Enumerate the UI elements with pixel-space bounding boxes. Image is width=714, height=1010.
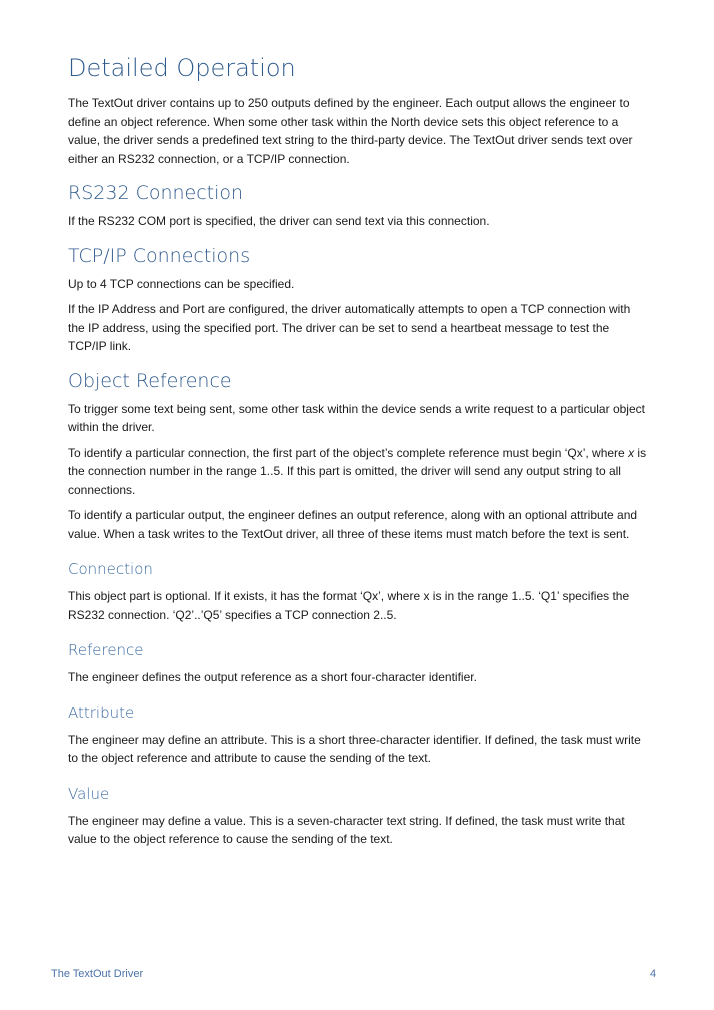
object-reference-heading: Object Reference xyxy=(68,369,232,392)
reference-paragraph: The engineer defines the output reference as a short four-character identifier. xyxy=(68,670,477,684)
value-heading: Value xyxy=(68,784,110,803)
footer-page-number: 4 xyxy=(650,968,657,980)
object-reference-p2-italic: x xyxy=(628,445,635,460)
rs232-paragraph: If the RS232 COM port is specified, the driver can send text via this connection. xyxy=(68,214,490,228)
value-paragraph: The engineer may define a value. This is a seven-character text string. If defined, the task must write that value to the object reference to cause the sending of the text. xyxy=(68,813,625,846)
tcpip-paragraph-2: If the IP Address and Port are configured, the driver automatically attempts to open a TCP connection with the IP address, using the specified port. The driver can be set to send a heartbeat message to test the TCP/IP link. xyxy=(68,302,631,353)
footer-document-title: The TextOut Driver xyxy=(51,968,144,980)
reference-heading: Reference xyxy=(68,641,144,659)
tcpip-heading: TCP/IP Connections xyxy=(68,244,251,267)
connection-paragraph: This object part is optional. If it exists, it has the format ‘Qx’, where x is in the range 1..5. ‘Q1’ specifies the RS232 connection. ‘Q2’..’Q5’ specifies a TCP connection 2..5. xyxy=(68,589,630,622)
object-reference-paragraph-3: To identify a particular output, the engineer defines an output reference, along with an optional attribute and value. When a task writes to the TextOut driver, all three of these items must match before the text is sent. xyxy=(68,508,638,541)
object-reference-paragraph-1: To trigger some text being sent, some other task within the device sends a write request to a particular object within the driver. xyxy=(68,401,645,434)
rs232-heading: RS232 Connection xyxy=(68,182,244,204)
object-reference-paragraph-2 xyxy=(68,444,648,500)
attribute-heading: Attribute xyxy=(68,703,135,722)
tcpip-paragraph-1: Up to 4 TCP connections can be specified. xyxy=(68,276,295,291)
page-title: Detailed Operation xyxy=(68,54,296,82)
document-body xyxy=(68,52,648,856)
connection-heading: Connection xyxy=(68,560,153,578)
attribute-paragraph: The engineer may define an attribute. This is a short three-character identifier. If defined, the task must write to the object reference and attribute to cause the sending of the text. xyxy=(68,732,641,765)
intro-paragraph: The TextOut driver contains up to 250 outputs defined by the engineer. Each output allows the engineer to define an object reference. When some other task within the North device sets this object reference to a value, the driver sends a predefined text string to the third-party device. The TextOut driver sends text over either an RS232 connection, or a TCP/IP connection. xyxy=(68,96,633,166)
object-reference-p2-after: is the connection number in the range 1..5. If this part is omitted, the driver will send any output string to all connections. xyxy=(68,445,647,497)
object-reference-p2-before: To identify a particular connection, the first part of the object’s complete reference must begin ‘Qx’, where xyxy=(68,445,629,460)
